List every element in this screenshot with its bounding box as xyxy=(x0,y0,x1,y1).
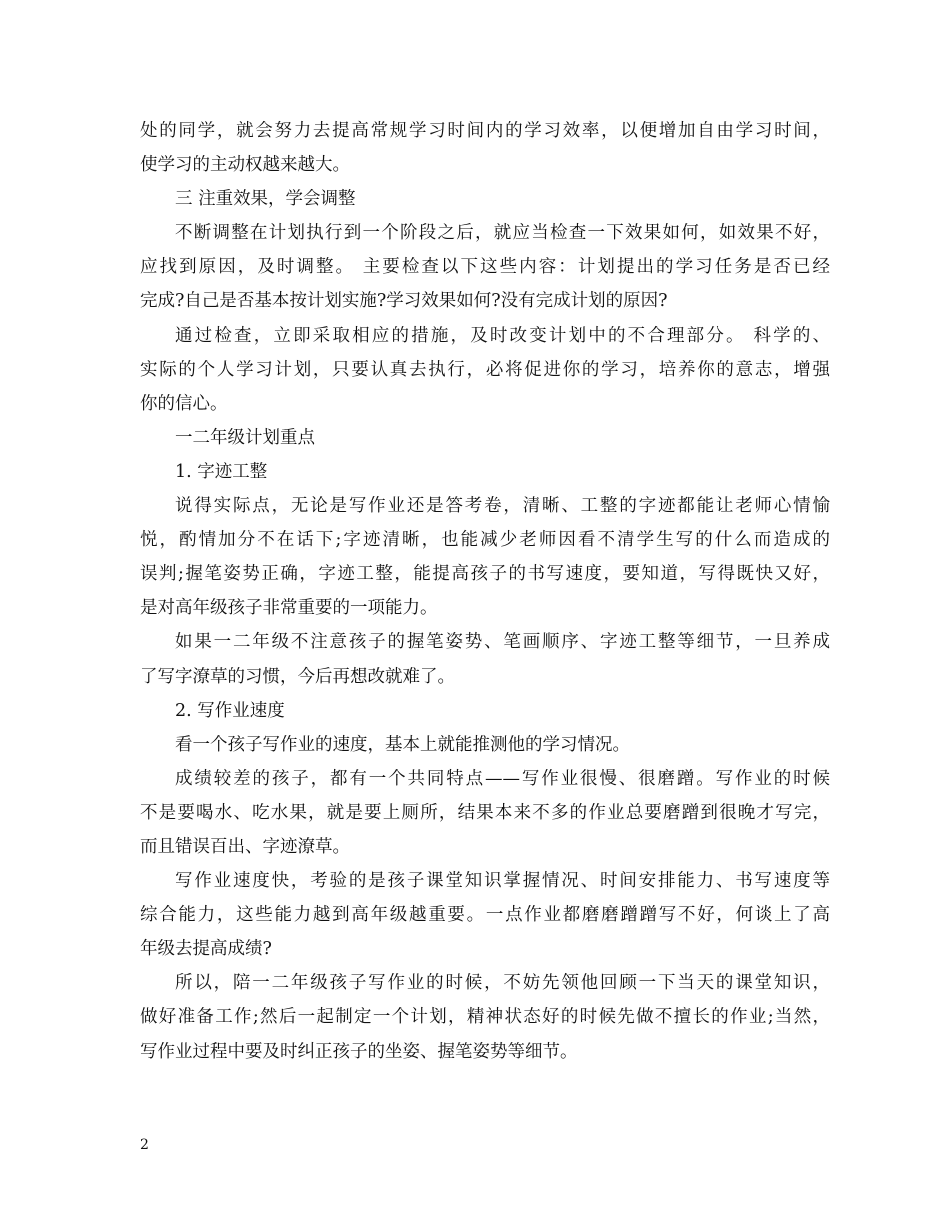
text-line: 了写字潦草的习惯，今后再想改就难了。 xyxy=(140,666,455,687)
text-line: 说得实际点，无论是写作业还是答考卷，清晰、工整的字迹都能让老师心情愉 xyxy=(175,496,830,517)
text-line: 写作业过程中要及时纠正孩子的坐姿、握笔姿势等细节。 xyxy=(140,1041,578,1062)
text-line: 写作业速度快，考验的是孩子课堂知识掌握情况、时间安排能力、书写速度等 xyxy=(175,871,830,892)
text-line: 三 注重效果，学会调整 xyxy=(175,189,356,210)
text-line: 不是要喝水、吃水果，就是要上厕所，结果本来不多的作业总要磨蹭到很晚才写完， xyxy=(140,802,830,823)
text-line: 综合能力，这些能力越到高年级越重要。一点作业都磨磨蹭蹭写不好，何谈上了高 xyxy=(140,905,830,926)
text-line: 实际的个人学习计划，只要认真去执行，必将促进你的学习，培养你的意志，增强 xyxy=(140,359,830,380)
text-line: 处的同学，就会努力去提高常规学习时间内的学习效率，以便增加自由学习时间， xyxy=(140,121,830,141)
text-line: 1. 字迹工整 xyxy=(175,461,268,482)
text-line: 通过检查，立即采取相应的措施，及时改变计划中的不合理部分。 科学的、 xyxy=(175,325,830,346)
text-line: 一二年级计划重点 xyxy=(175,427,315,448)
text-line: 误判;握笔姿势正确，字迹工整，能提高孩子的书写速度，要知道，写得既快又好， xyxy=(140,564,830,585)
text-line: 而且错误百出、字迹潦草。 xyxy=(140,836,350,857)
text-line: 做好准备工作;然后一起制定一个计划，精神状态好的时候先做不擅长的作业;当然， xyxy=(140,1007,830,1028)
text-line: 完成?自己是否基本按计划实施?学习效果如何?没有完成计划的原因? xyxy=(140,291,668,312)
text-line: 悦，酌情加分不在话下;字迹清晰，也能减少老师因看不清学生写的什么而造成的 xyxy=(140,530,830,551)
text-line: 你的信心。 xyxy=(140,393,228,414)
page-number: 2 xyxy=(140,1137,149,1153)
text-line: 是对高年级孩子非常重要的一项能力。 xyxy=(140,598,438,619)
text-line: 所以，陪一二年级孩子写作业的时候，不妨先领他回顾一下当天的课堂知识， xyxy=(175,973,830,994)
text-line: 不断调整在计划执行到一个阶段之后，就应当检查一下效果如何，如效果不好， xyxy=(175,223,830,244)
text-line: 使学习的主动权越来越大。 xyxy=(140,155,350,176)
text-line: 2. 写作业速度 xyxy=(175,700,285,721)
text-line: 如果一二年级不注意孩子的握笔姿势、笔画顺序、字迹工整等细节，一旦养成 xyxy=(175,632,830,653)
text-line: 年级去提高成绩? xyxy=(140,939,272,960)
document-body xyxy=(140,114,830,1069)
text-line: 应找到原因，及时调整。 主要检查以下这些内容：计划提出的学习任务是否已经 xyxy=(140,257,830,278)
text-line: 成绩较差的孩子，都有一个共同特点——写作业很慢、很磨蹭。写作业的时候 xyxy=(175,768,830,789)
text-line: 看一个孩子写作业的速度，基本上就能推测他的学习情况。 xyxy=(175,734,630,755)
